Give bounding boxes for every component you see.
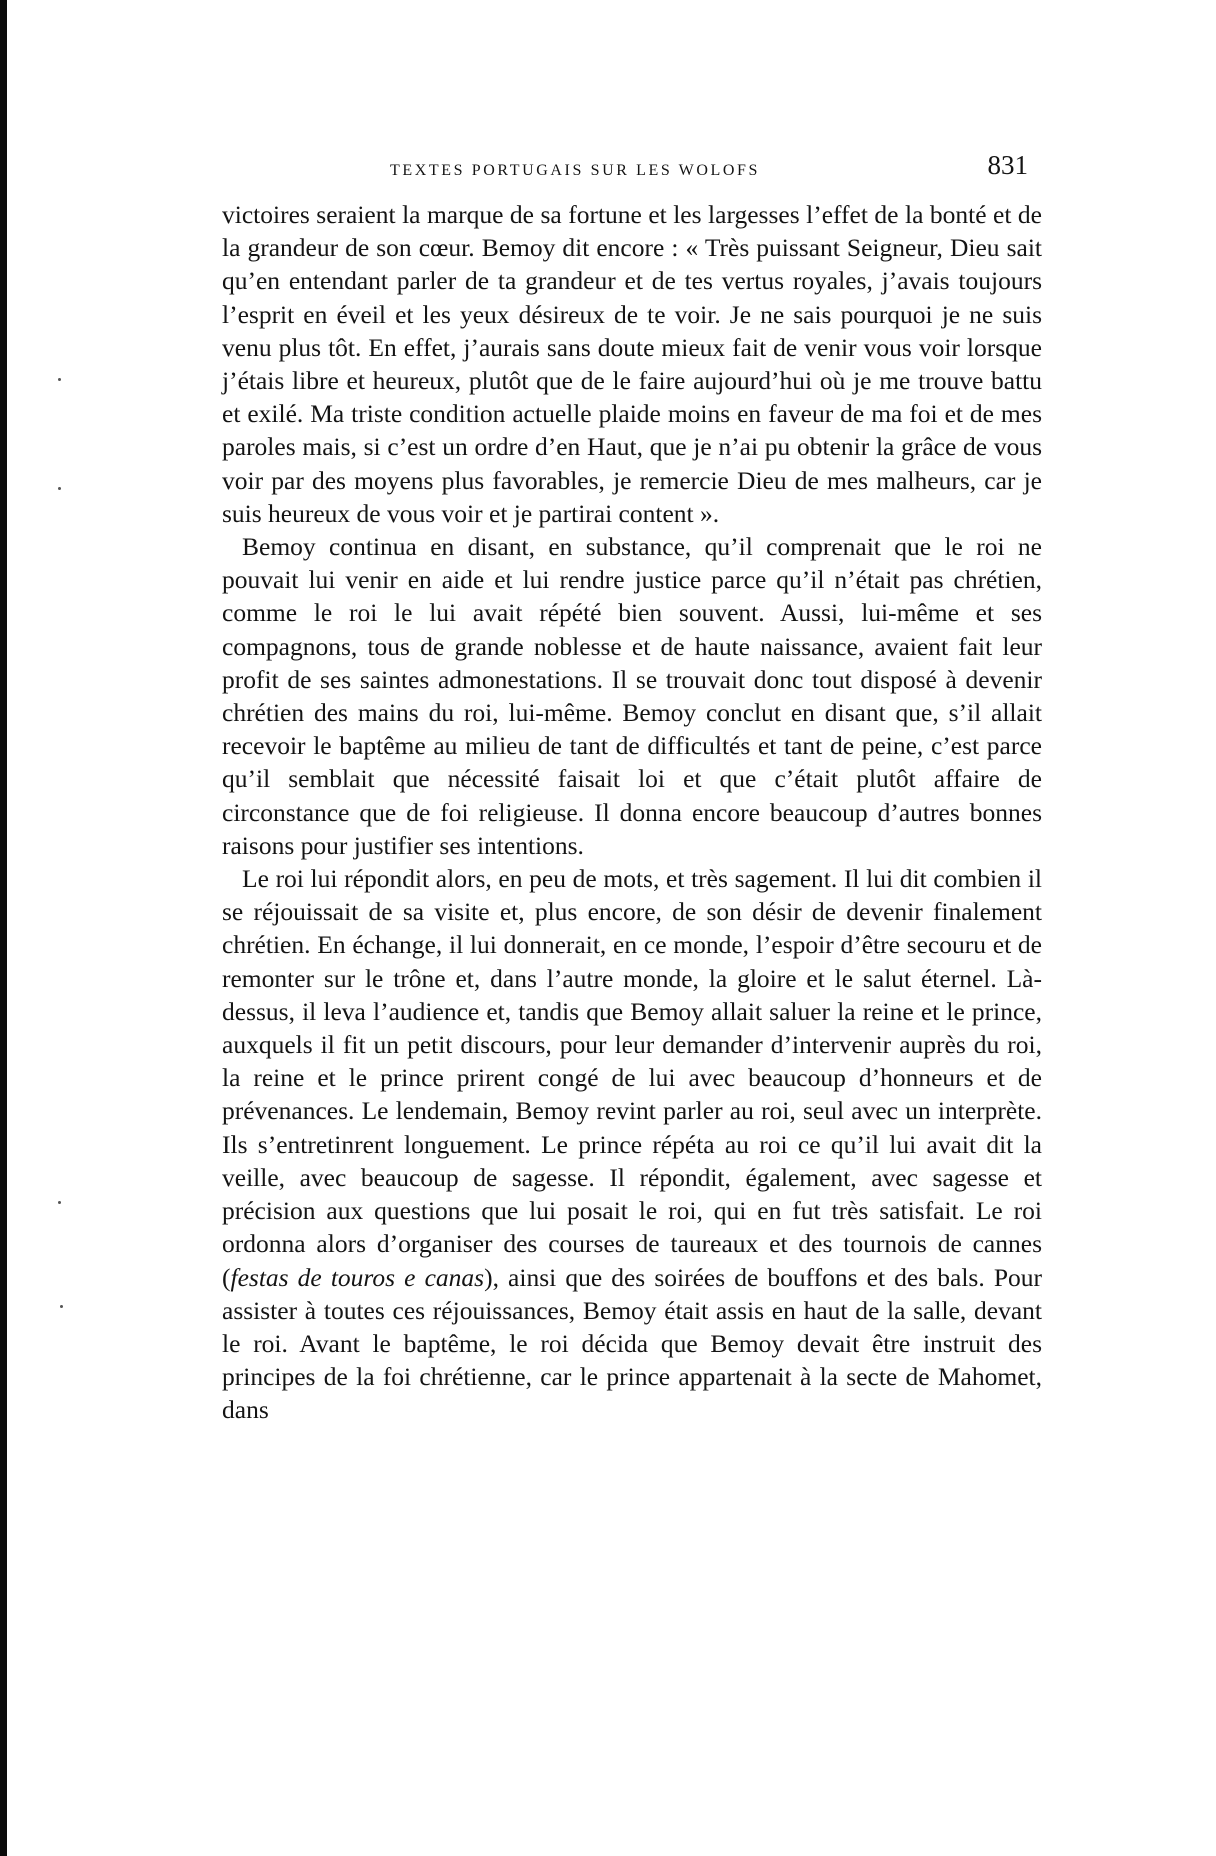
paragraph-3-italic-term: festas de touros e canas [230,1262,485,1292]
scan-edge [0,0,7,1856]
paragraph-1-text: victoires seraient la marque de sa fortune et les largesses l’effet de la bonté et de la grandeur de son cœur. Bemoy dit encore : « Très puissant Seigneur, Dieu sait qu’en entendant parler de ta grandeur et de tes vertus royales, j’avais toujours l’esprit en éveil et les yeux désireux de te voir. Je ne sais pourquoi je ne suis venu plus tôt. En effet, j’aurais sans doute mieux fait de venir vous voir lorsque j’étais libre et heureux, plutôt que de le faire aujourd’hui où je me trouve battu et exilé. Ma triste condition actuelle plaide moins en faveur de ma foi et de mes paroles mais, si c’est un ordre d’en Haut, que je n’ai pu obtenir la grâce de vous voir par des moyens plus favorables, je remercie Dieu de mes malheurs, car je suis heureux de vous voir et je partirai content ». [222,200,1042,528]
scan-speck [58,1201,61,1204]
paragraph-2-text: Bemoy continua en disant, en substance, qu’il comprenait que le roi ne pouvait lui venir en aide et lui rendre justice parce qu’il n’était pas chrétien, comme le roi le lui avait répété bien souvent. Aussi, lui-même et ses compagnons, tous de grande noblesse et de haute naissance, avaient fait leur profit de ses saintes admonestations. Il se trouvait donc tout disposé à devenir chrétien des mains du roi, lui-même. Bemoy conclut en disant que, s’il allait recevoir le baptême au milieu de tant de difficultés et tant de peine, c’est parce qu’il semblait que nécessité faisait loi et que c’était plutôt affaire de circonstance que de foi religieuse. Il donna encore beaucoup d’autres bonnes raisons pour justifier ses intentions. [222,532,1042,860]
body-text [222,198,1042,1427]
scan-speck [58,378,61,381]
page [222,150,1042,1427]
paragraph-3 [222,862,1042,1426]
paragraph-2 [222,530,1042,862]
paragraph-3-text-after: ), ainsi que des soirées de bouffons et des bals. Pour assister à toutes ces réjouissances, Bemoy était assis en haut de la salle, devant le roi. Avant le baptême, le roi décida que Bemoy devait être instruit des principes de la foi chrétienne, car le prince appartenait à la secte de Mahomet, dans [222,1262,1042,1425]
scan-speck [58,487,61,490]
running-head [222,150,1042,190]
paragraph-3-text-before: Le roi lui répondit alors, en peu de mots, et très sagement. Il lui dit combien il se réjouissait de sa visite et, plus encore, de son désir de devenir finalement chrétien. En échange, il lui donnerait, en ce monde, l’espoir d’être secouru et de remonter sur le trône et, dans l’autre monde, la gloire et le salut éternel. Là-dessus, il leva l’audience et, tandis que Bemoy allait saluer la reine et le prince, auxquels il fit un petit discours, pour leur demander d’intervenir auprès du roi, la reine et le prince prirent congé de lui avec beaucoup d’honneurs et de prévenances. Le lendemain, Bemoy revint parler au roi, seul avec un interprète. Ils s’entretinrent longuement. Le prince répéta au roi ce qu’il lui avait dit la veille, avec beaucoup de sagesse. Il répondit, également, avec sagesse et précision aux questions que lui posait le roi, qui en fut très satisfait. Le roi ordonna alors d’organiser des courses de taureaux et des tournois de cannes ( [222,864,1042,1292]
running-title: TEXTES PORTUGAIS SUR LES WOLOFS [390,162,761,179]
paragraph-1 [222,198,1042,530]
scan-speck [60,1305,63,1308]
page-number: 831 [987,150,1028,180]
